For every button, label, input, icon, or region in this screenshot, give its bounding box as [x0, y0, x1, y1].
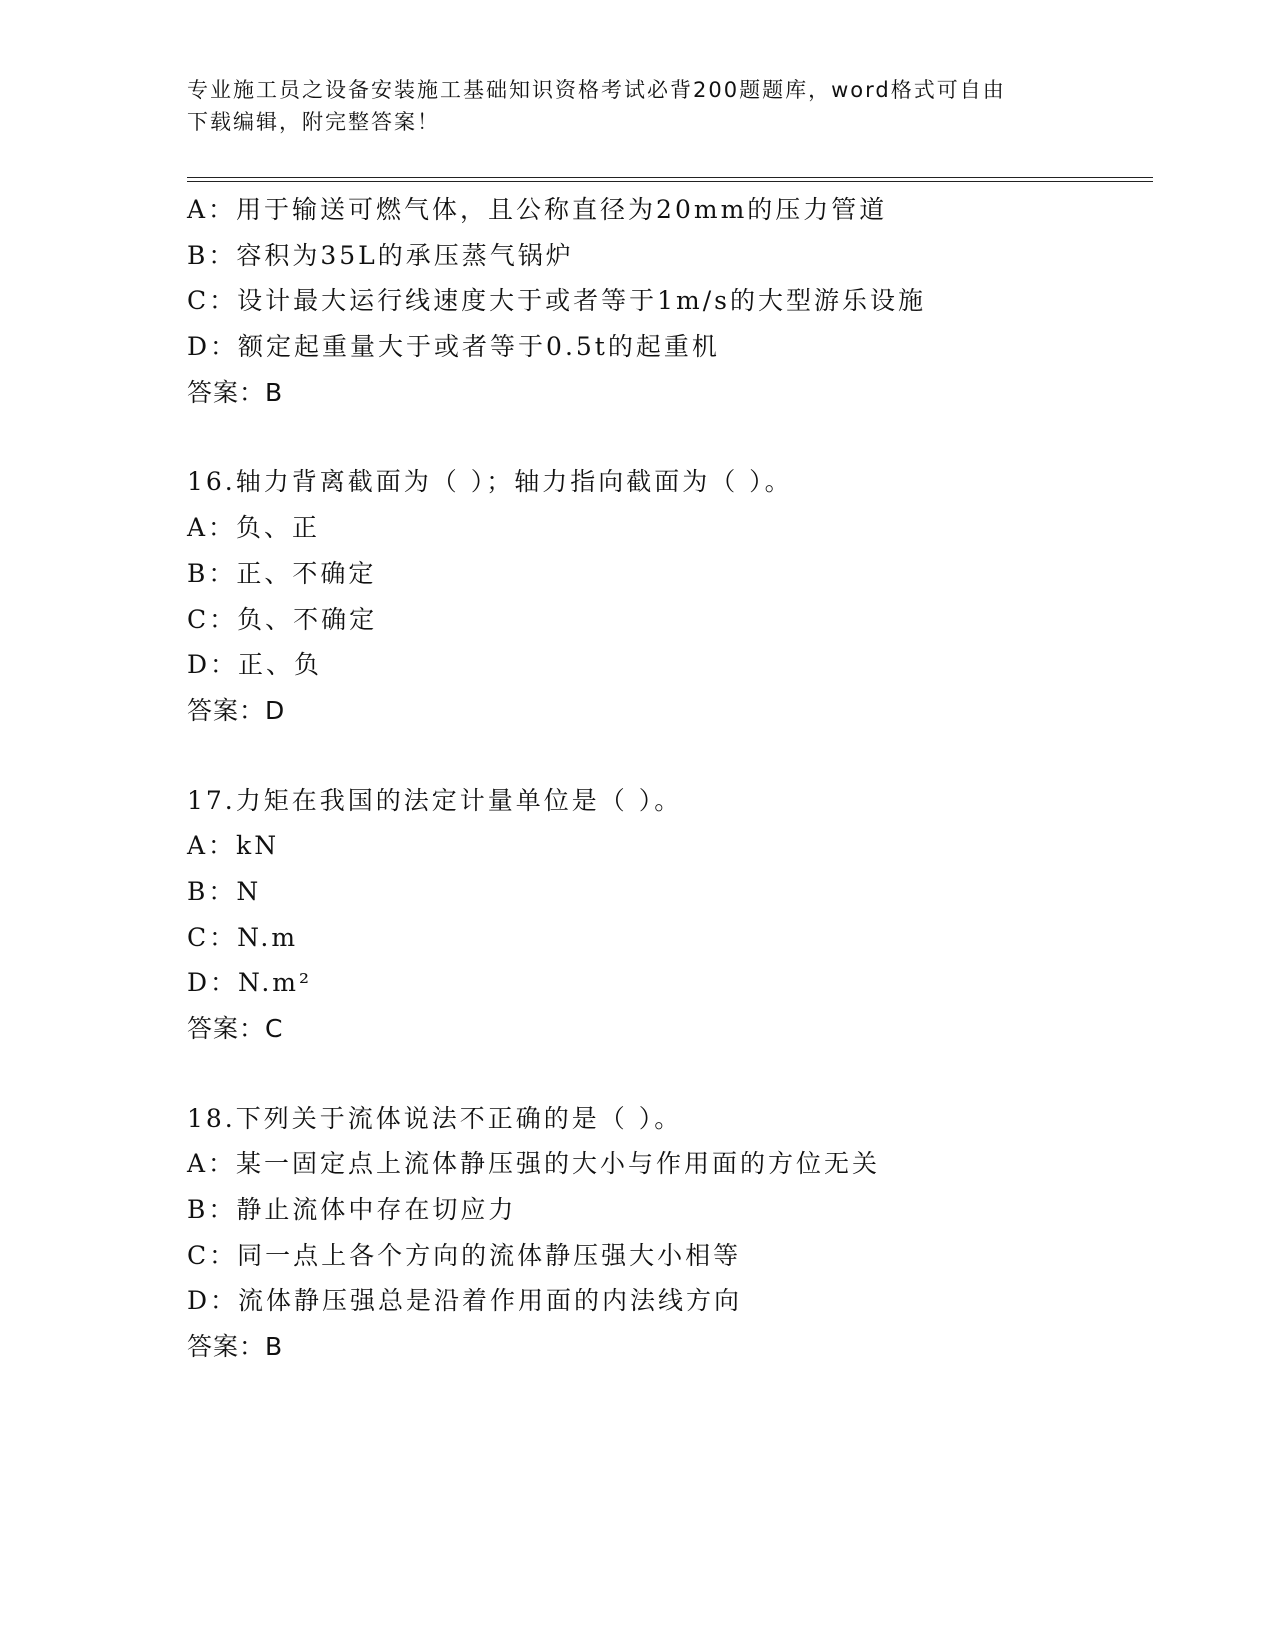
- header-line-1: 专业施工员之设备安装施工基础知识资格考试必背200题题库，word格式可自由: [187, 78, 1006, 102]
- option-d: D：额定起重量大于或者等于0.5t的起重机: [187, 332, 720, 362]
- answer-line: 答案：B: [187, 1332, 284, 1362]
- option-b: B：正、不确定: [187, 558, 377, 588]
- option-c: C：N.m: [187, 922, 299, 952]
- option-c: C：同一点上各个方向的流体静压强大小相等: [187, 1240, 742, 1270]
- divider-line-top: [187, 177, 1153, 178]
- option-d: D：N.m²: [187, 968, 312, 998]
- question-spacer: [187, 734, 1153, 778]
- document-header: [187, 74, 1067, 138]
- option-b: B：N: [187, 876, 262, 906]
- question-stem: 17.力矩在我国的法定计量单位是（ ）。: [187, 785, 683, 815]
- option-d: D：正、负: [187, 650, 323, 680]
- divider-line-bottom: [187, 181, 1153, 182]
- answer-line: 答案：D: [187, 695, 286, 725]
- option-b: B：静止流体中存在切应力: [187, 1195, 517, 1225]
- header-divider: [187, 177, 1153, 185]
- question-spacer: [187, 1052, 1153, 1096]
- header-line-2: 下载编辑，附完整答案！: [187, 110, 440, 134]
- question-block-18: [187, 1096, 1153, 1370]
- option-b: B：容积为35L的承压蒸气锅炉: [187, 240, 574, 270]
- question-block-16: [187, 459, 1153, 733]
- option-c: C：设计最大运行线速度大于或者等于1m/s的大型游乐设施: [187, 286, 926, 316]
- option-a: A：负、正: [187, 513, 321, 543]
- option-c: C：负、不确定: [187, 604, 378, 634]
- question-spacer: [187, 415, 1153, 459]
- question-stem: 16.轴力背离截面为（ ）；轴力指向截面为（ ）。: [187, 467, 793, 497]
- option-a: A：某一固定点上流体静压强的大小与作用面的方位无关: [187, 1149, 881, 1179]
- question-block-15: [187, 187, 1153, 415]
- question-stem: 18.下列关于流体说法不正确的是（ ）。: [187, 1103, 683, 1133]
- question-block-17: [187, 778, 1153, 1052]
- option-a: A：用于输送可燃气体，且公称直径为20mm的压力管道: [187, 195, 888, 224]
- answer-line: 答案：C: [187, 1014, 284, 1043]
- option-a: A：kN: [187, 831, 280, 861]
- question-list: [187, 187, 1153, 1370]
- answer-line: 答案：B: [187, 377, 284, 407]
- option-d: D：流体静压强总是沿着作用面的内法线方向: [187, 1286, 743, 1316]
